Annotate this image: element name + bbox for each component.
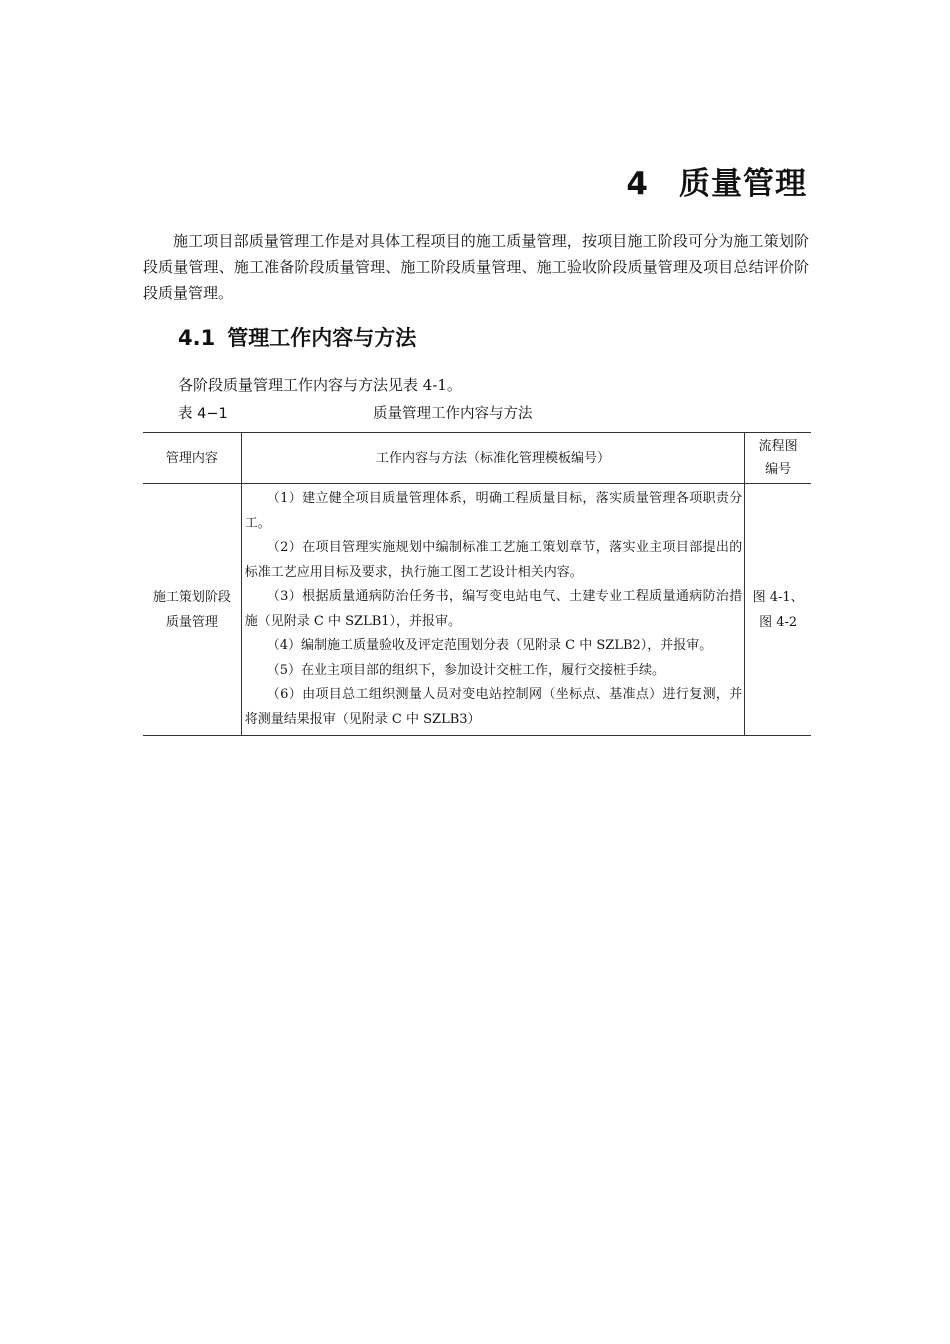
intro-paragraph: 施工项目部质量管理工作是对具体工程项目的施工质量管理，按项目施工阶段可分为施工策划阶段质量管理、施工准备阶段质量管理、施工阶段质量管理、施工验收阶段质量管理及项目总结评价阶段质量管理。	[143, 232, 809, 302]
method-item-4: （4）编制施工质量验收及评定范围划分表（见附录 C 中 SZLB2），并报审。	[266, 638, 713, 653]
header-flowchart-number	[745, 433, 811, 484]
flowchart-ref-2: 图 4-2	[759, 614, 798, 630]
table-label: 表 4−1	[178, 406, 228, 422]
flowchart-cell	[745, 484, 811, 736]
chapter-title	[626, 158, 807, 203]
table-row	[143, 484, 811, 736]
header-flowchart-line2: 编号	[765, 462, 792, 477]
chapter-title-text: 质量管理	[679, 166, 807, 202]
method-item-6: （6）由项目总工组织测量人员对变电站控制网（坐标点、基准点）进行复测，并将测量结果报审（见附录 C 中 SZLB3）	[244, 687, 743, 727]
section-number: 4.1	[178, 326, 216, 350]
quality-management-table	[143, 432, 811, 736]
section-title: 管理工作内容与方法	[227, 326, 417, 350]
header-management-content: 管理内容	[143, 433, 241, 484]
table-reference-line: 各阶段质量管理工作内容与方法见表 4-1。	[178, 376, 462, 394]
method-item-1: （1）建立健全项目质量管理体系，明确工程质量目标，落实质量管理各项职责分工。	[244, 491, 743, 531]
stage-line1: 施工策划阶段	[152, 589, 231, 605]
header-work-methods: 工作内容与方法（标准化管理模板编号）	[241, 433, 745, 484]
stage-cell	[143, 484, 241, 736]
section-heading	[178, 322, 416, 352]
stage-line2: 质量管理	[165, 614, 218, 630]
table-title: 质量管理工作内容与方法	[373, 406, 533, 422]
method-item-3: （3）根据质量通病防治任务书，编写变电站电气、土建专业工程质量通病防治措施（见附录 C 中 SZLB1），并报审。	[244, 589, 743, 629]
method-item-5: （5）在业主项目部的组织下，参加设计交桩工作，履行交接桩手续。	[266, 662, 666, 678]
header-flowchart-line1: 流程图	[758, 439, 798, 454]
chapter-number: 4	[626, 166, 649, 202]
table-header-row	[143, 433, 811, 484]
flowchart-ref-1: 图 4-1、	[752, 589, 804, 605]
methods-cell	[241, 484, 745, 736]
method-item-2: （2）在项目管理实施规划中编制标准工艺施工策划章节，落实业主项目部提出的标准工艺应用目标及要求，执行施工图工艺设计相关内容。	[244, 540, 743, 580]
